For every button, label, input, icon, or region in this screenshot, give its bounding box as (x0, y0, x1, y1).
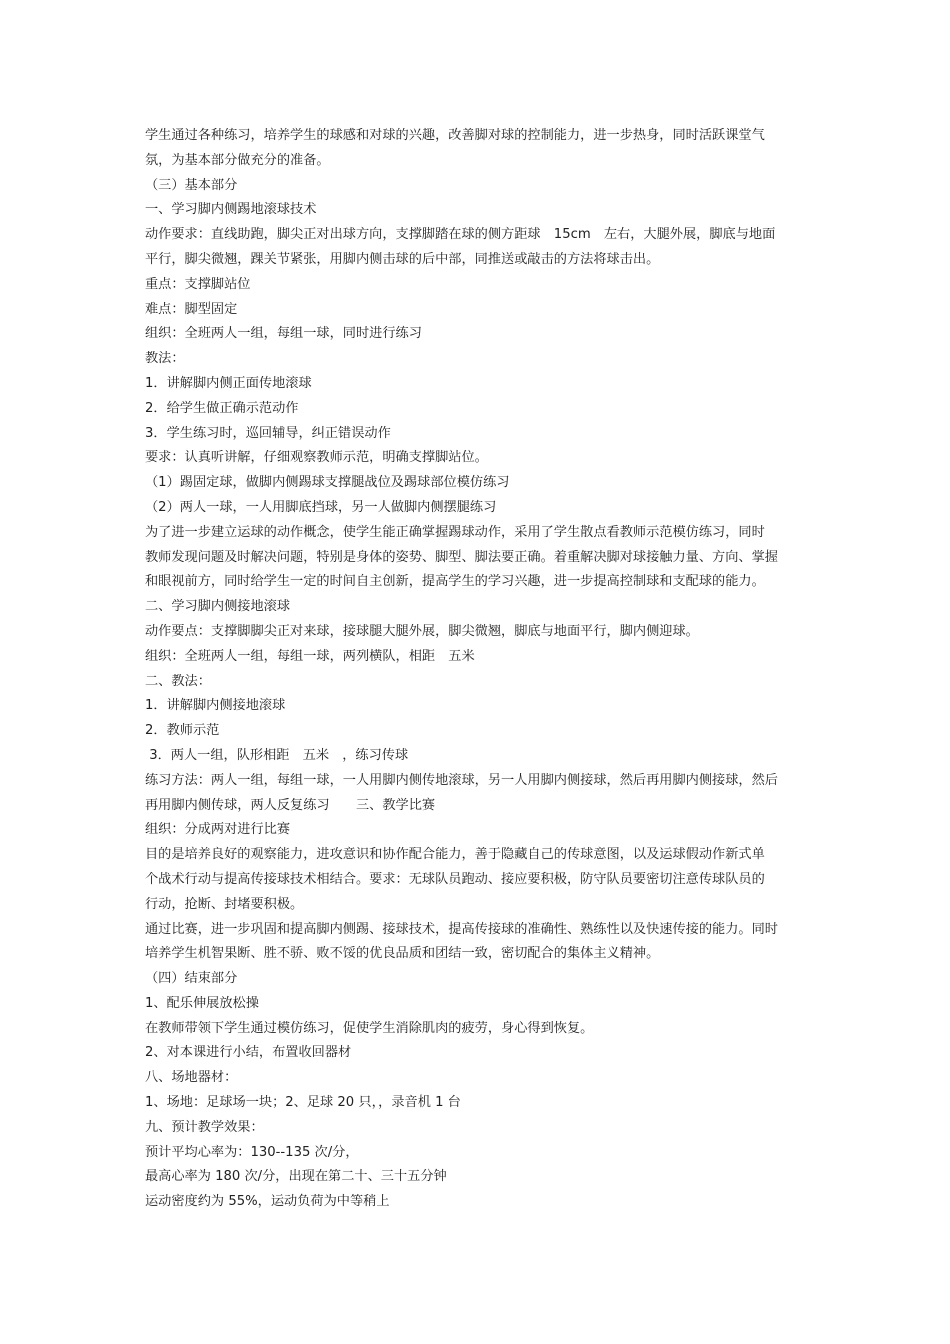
text-line: 1．讲解脚内侧正面传地滚球 (145, 375, 312, 391)
text-line: 难点：脚型固定 (145, 301, 238, 317)
text-line: 2．教师示范 (145, 723, 220, 739)
text-line: 1、配乐伸展放松操 (145, 995, 259, 1011)
text-line: 教师发现问题及时解决问题，特别是身体的姿势、脚型、脚法要正确。着重解决脚对球接触力量、方向、掌握 (145, 549, 778, 565)
text-line: 学生通过各种练习，培养学生的球感和对球的兴趣，改善脚对球的控制能力，进一步热身，同时活跃课堂气 (145, 128, 765, 143)
text-line: （三）基本部分 (145, 177, 238, 193)
text-line: 通过比赛，进一步巩固和提高脚内侧踢、接球技术，提高传接球的准确性、熟练性以及快速传接的能力。同时 (145, 921, 778, 937)
text-line: 教法： (145, 351, 185, 367)
text-line: 重点：支撑脚站位 (145, 276, 251, 292)
text-line: 练习方法：两人一组，每组一球，一人用脚内侧传地滚球，另一人用脚内侧接球，然后再用脚内侧接球，然后 (145, 772, 778, 788)
text-line: 运动密度约为 55%，运动负荷为中等稍上 (145, 1194, 390, 1210)
text-line: 组织：分成两对进行比赛 (145, 822, 291, 838)
text-line: 组织：全班两人一组，每组一球，同时进行练习 (145, 326, 422, 342)
text-line: 八、场地器材： (145, 1070, 238, 1086)
text-line: 在教师带领下学生通过模仿练习，促使学生消除肌肉的疲劳，身心得到恢复。 (145, 1020, 594, 1036)
text-line: （四）结束部分 (145, 971, 238, 987)
text-line: 行动，抢断、封堵要积极。 (145, 896, 304, 912)
text-line: 3．学生练习时，巡回辅导，纠正错误动作 (145, 425, 391, 441)
text-line: 预计平均心率为：130--135 次/分， (145, 1144, 359, 1160)
text-line: （2）两人一球，一人用脚底挡球，另一人做脚内侧摆腿练习 (145, 499, 497, 515)
text-line: 培养学生机智果断、胜不骄、败不馁的优良品质和团结一致，密切配合的集体主义精神。 (145, 946, 660, 962)
document-page (145, 124, 810, 1215)
text-line: 个战术行动与提高传接球技术相结合。要求：无球队员跑动、接应要积极，防守队员要密切注意传球队员的 (145, 871, 765, 887)
text-line: 氛，为基本部分做充分的准备。 (145, 152, 330, 168)
text-line: 二、学习脚内侧接地滚球 (145, 599, 291, 615)
text-line: 最高心率为 180 次/分，出现在第二十、三十五分钟 (145, 1169, 447, 1185)
text-line: （1）踢固定球，做脚内侧踢球支撑腿战位及踢球部位模仿练习 (145, 475, 510, 491)
text-line: 九、预计教学效果： (145, 1119, 264, 1135)
text-line: 2、对本课进行小结，布置收回器材 (145, 1045, 352, 1061)
text-line: 一、学习脚内侧踢地滚球技术 (145, 202, 317, 218)
text-line: 1．讲解脚内侧接地滚球 (145, 698, 286, 714)
text-line: 平行，脚尖微翘，踝关节紧张，用脚内侧击球的后中部，同推送或敲击的方法将球击出。 (145, 251, 660, 267)
text-line: 要求：认真听讲解，仔细观察教师示范，明确支撑脚站位。 (145, 450, 488, 466)
text-line: 3．两人一组，队形相距 五米 ，练习传球 (145, 747, 409, 763)
text-line: 二、教法： (145, 673, 211, 689)
text-line: 1、场地：足球场一块；2、足球 20 只，，录音机 1 台 (145, 1095, 461, 1111)
text-line: 为了进一步建立运球的动作概念，使学生能正确掌握踢球动作，采用了学生散点看教师示范模仿练习，同时 (145, 524, 765, 540)
text-line: 动作要求：直线助跑，脚尖正对出球方向，支撑脚踏在球的侧方距球 15cm 左右，大腿外展，脚底与地面 (145, 227, 776, 243)
text-line: 和眼视前方，同时给学生一定的时间自主创新，提高学生的学习兴趣，进一步提高控制球和支配球的能力。 (145, 574, 765, 590)
text-line: 目的是培养良好的观察能力，进攻意识和协作配合能力，善于隐藏自己的传球意图，以及运球假动作新式单 (145, 847, 765, 863)
text-line: 组织：全班两人一组，每组一球，两列横队，相距 五米 (145, 648, 475, 664)
text-line: 动作要点：支撑脚脚尖正对来球，接球腿大腿外展，脚尖微翘，脚底与地面平行，脚内侧迎球。 (145, 623, 699, 639)
text-line: 2．给学生做正确示范动作 (145, 400, 299, 416)
text-line: 再用脚内侧传球，两人反复练习 三、教学比赛 (145, 797, 436, 813)
